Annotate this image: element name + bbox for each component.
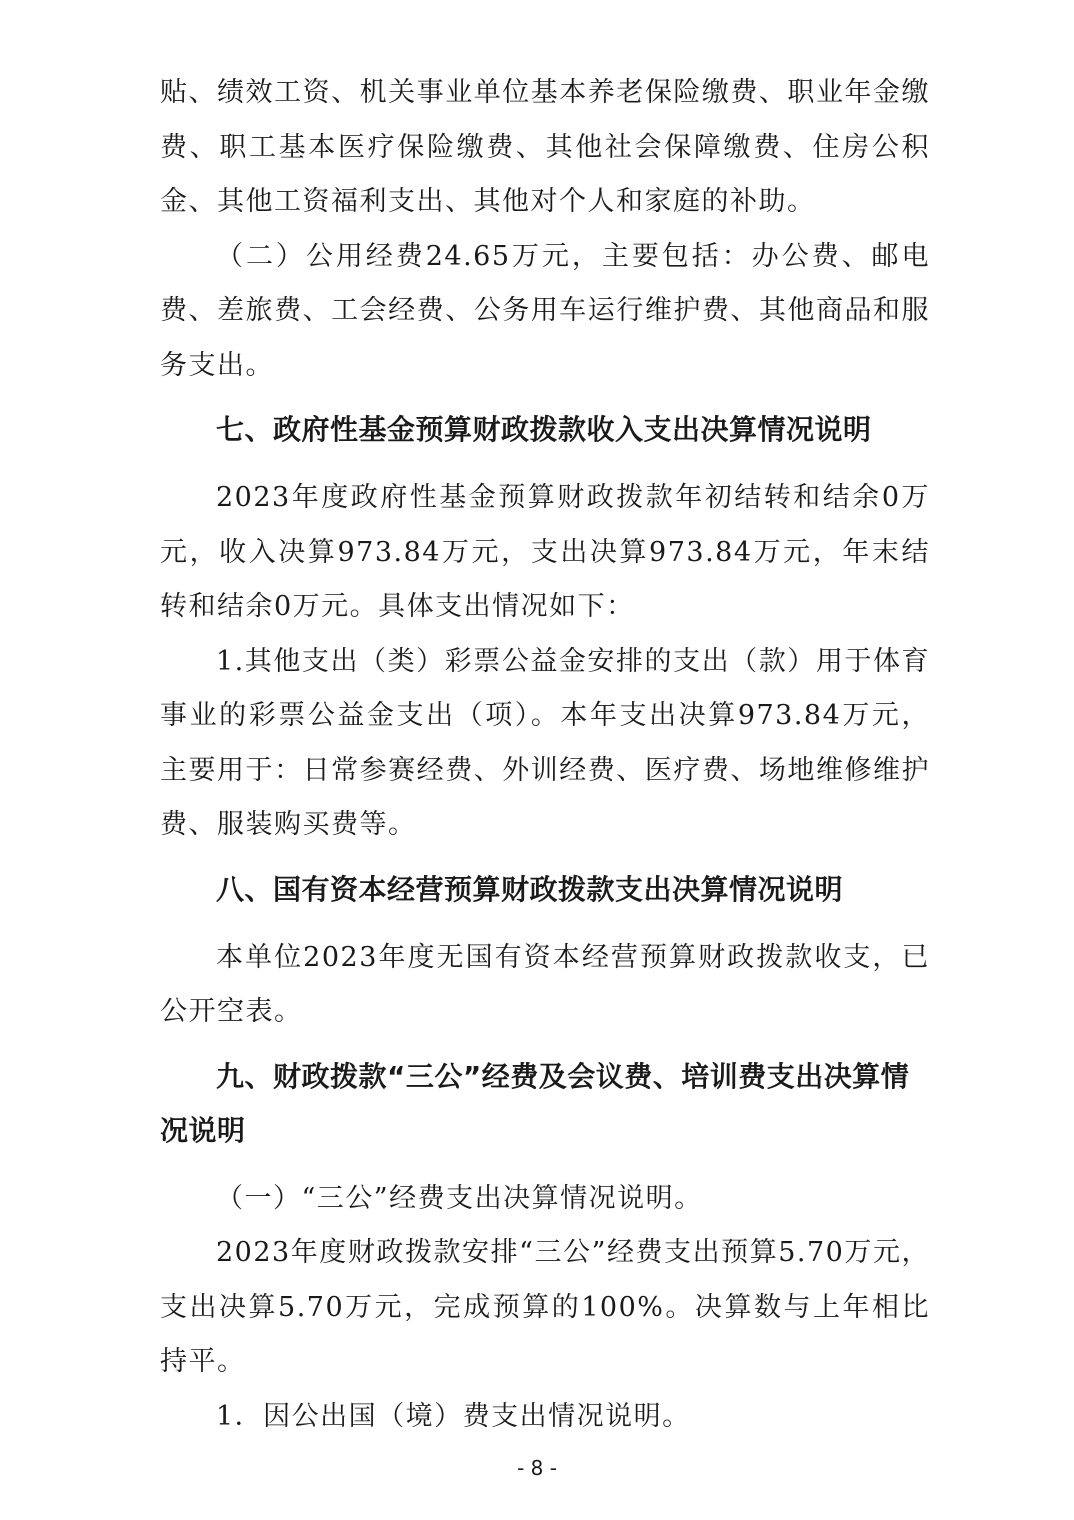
paragraph-three-public-expenses-title: （一）“三公”经费支出决算情况说明。: [216, 1182, 703, 1214]
paragraph-state-capital-budget: 本单位2023年度无国有资本经营预算财政拨款收支，已公开空表。: [160, 941, 930, 1027]
paragraph-three-public-expenses-summary: 2023年度财政拨款安排“三公”经费支出预算5.70万元，支出决算5.70万元，完成预算的100%。决算数与上年相比持平。: [160, 1237, 930, 1377]
paragraph-public-expenses: （二）公用经费24.65万元，主要包括：办公费、邮电费、差旅费、工会经费、公务用车运行维护费、其他商品和服务支出。: [160, 240, 930, 381]
heading-section-9: 九、财政拨款“三公”经费及会议费、培训费支出决算情况说明: [160, 1059, 910, 1147]
heading-section-8: 八、国有资本经营预算财政拨款支出决算情况说明: [216, 872, 844, 906]
document-body: [160, 66, 930, 1444]
paragraph-lottery-fund-detail: 1.其他支出（类）彩票公益金安排的支出（款）用于体育事业的彩票公益金支出（项）。本年支出决算973.84万元，主要用于：日常参赛经费、外训经费、医疗费、场地维修维护费、服装购买费等。: [160, 645, 930, 840]
paragraph-government-fund-summary: 2023年度政府性基金预算财政拨款年初结转和结余0万元，收入决算973.84万元，支出决算973.84万元，年末结转和结余0万元。具体支出情况如下：: [160, 482, 930, 622]
paragraph-overseas-travel-title: 1．因公出国（境）费支出情况说明。: [216, 1400, 691, 1432]
heading-section-7: 七、政府性基金预算财政拨款收入支出决算情况说明: [216, 413, 872, 446]
paragraph-personnel-expenses-continued: 贴、绩效工资、机关事业单位基本养老保险缴费、职业年金缴费、职工基本医疗保险缴费、其他社会保障缴费、住房公积金、其他工资福利支出、其他对个人和家庭的补助。: [160, 77, 930, 217]
page-number: - 8 -: [517, 1456, 557, 1480]
